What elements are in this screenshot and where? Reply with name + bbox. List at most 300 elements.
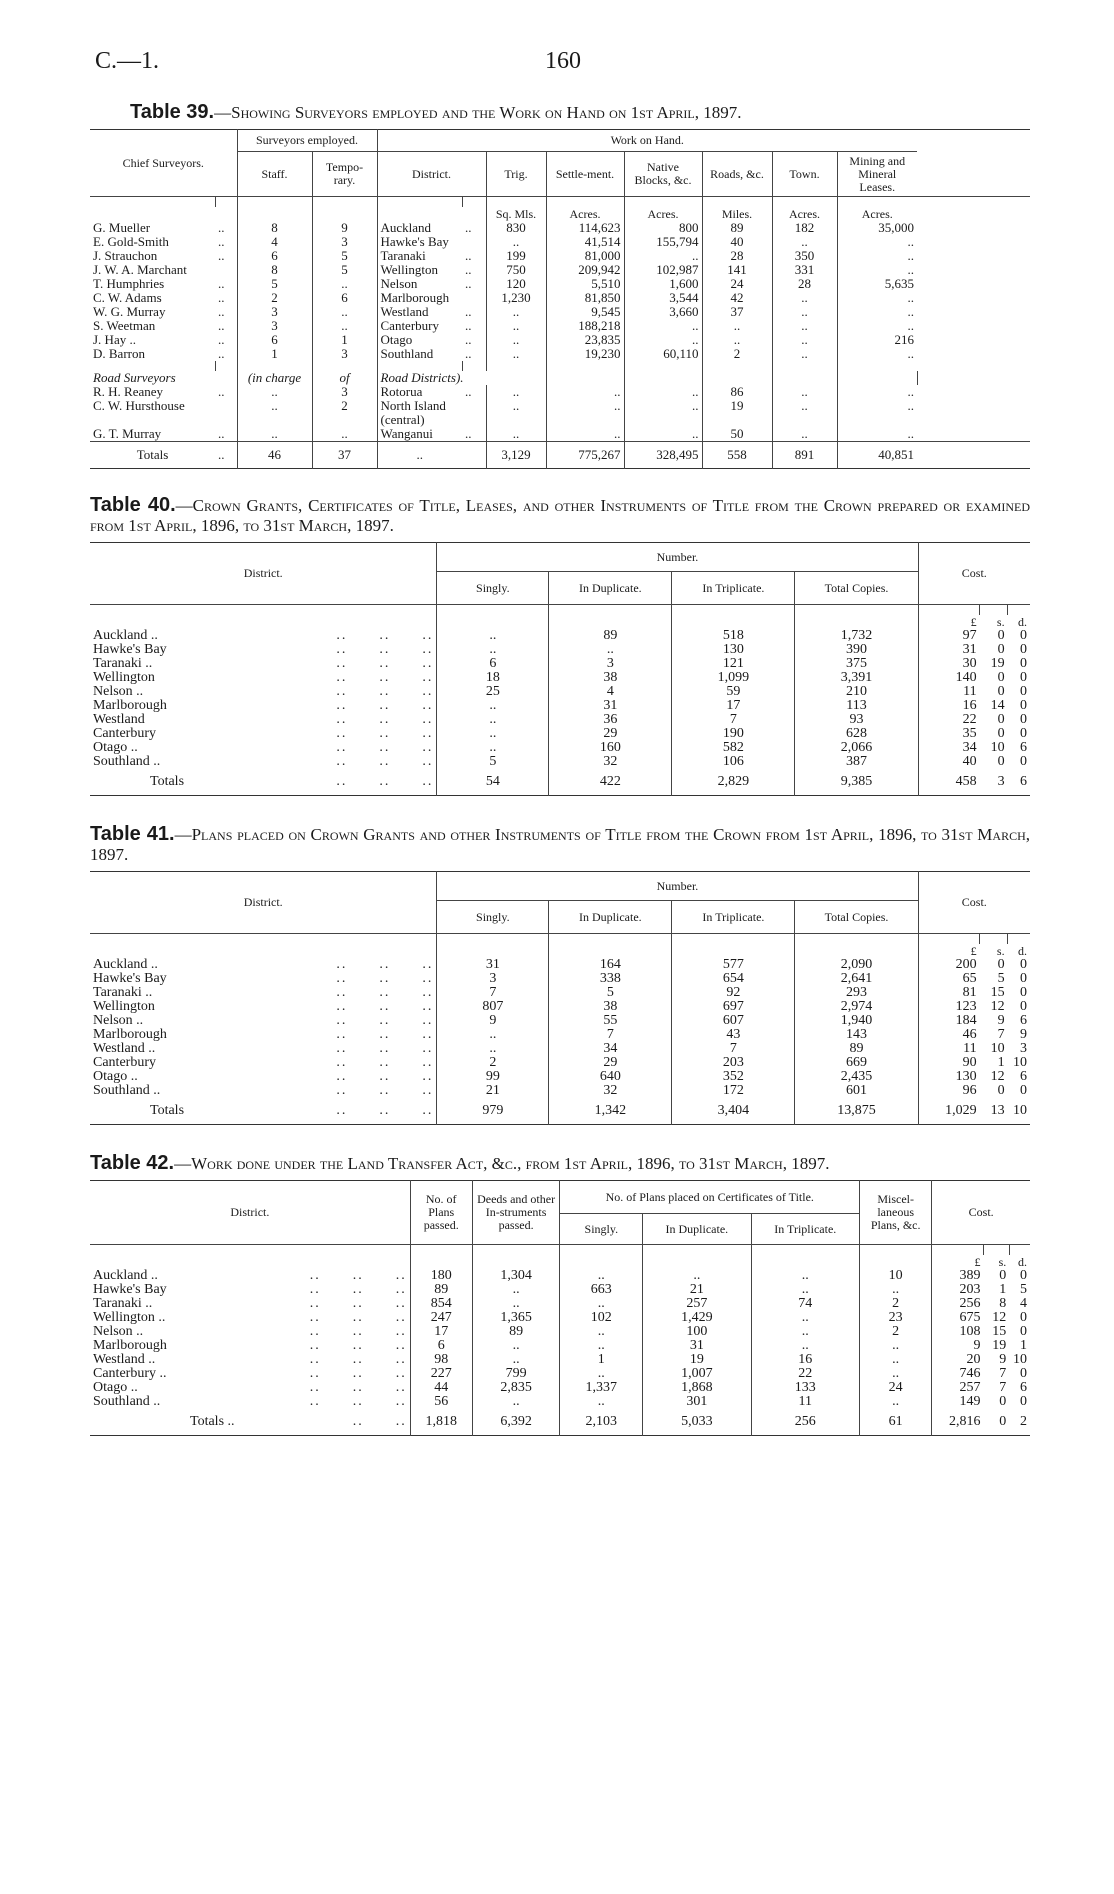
- table-cell: ..: [751, 1325, 859, 1339]
- table-row: [90, 221, 1030, 235]
- table-row: [90, 685, 1030, 699]
- table-row: [90, 277, 1030, 291]
- table-cell: 7: [549, 1028, 672, 1042]
- table-cell: 32: [549, 755, 672, 769]
- t39-cell: 6: [237, 249, 312, 263]
- t42-body: [90, 1245, 1030, 1436]
- table-cell: 19: [643, 1353, 751, 1367]
- table-cell: 2,090: [795, 958, 918, 972]
- table-cell: 6: [1020, 1380, 1027, 1395]
- t39-cell: ..: [218, 276, 225, 291]
- table-cell: 11: [918, 1042, 980, 1056]
- table-cell: 21: [437, 1084, 549, 1098]
- table-cell: 0: [997, 628, 1005, 643]
- table-cell: ..: [560, 1297, 643, 1311]
- district-name: Taranaki .. .. .. ..: [93, 1296, 407, 1311]
- district-name: Auckland .. .. .. ..: [93, 628, 434, 643]
- table-cell: 3: [549, 657, 672, 671]
- t39-cell: ..: [312, 319, 377, 333]
- t41-totals-row: [90, 1098, 1030, 1125]
- table-cell: 7: [999, 1380, 1007, 1395]
- t39-body: [90, 197, 1030, 469]
- table-cell: 628: [795, 727, 918, 741]
- t39-cell: 23,835: [546, 333, 624, 347]
- table-cell: ..: [549, 643, 672, 657]
- table-cell: 21: [643, 1283, 751, 1297]
- leader-dots: .. .. ..: [336, 754, 434, 769]
- table-cell: 74: [751, 1297, 859, 1311]
- t42-totals-row: [90, 1409, 1030, 1436]
- table-cell: ..: [751, 1339, 859, 1353]
- table-cell: 2: [860, 1297, 932, 1311]
- table-row: [90, 1000, 1030, 1014]
- leader-dots: .. .. ..: [309, 1268, 407, 1283]
- table-row: [90, 399, 1030, 427]
- t39-cell: 1,230: [486, 291, 546, 305]
- table-cell: ..: [560, 1367, 643, 1381]
- table-cell: 90: [918, 1056, 980, 1070]
- table-cell: ..: [472, 1339, 560, 1353]
- table-cell: ..: [437, 699, 549, 713]
- table-cell: 164: [549, 958, 672, 972]
- t40-body: [90, 605, 1030, 796]
- table-cell: 0: [1020, 1394, 1027, 1409]
- district-name: Auckland .. .. .. ..: [93, 1268, 407, 1283]
- table-cell: 184: [918, 1014, 980, 1028]
- t39-cell: 5,510: [546, 277, 624, 291]
- district-name: Nelson .. .. .. ..: [93, 684, 434, 699]
- t39-total-cell: 328,495: [624, 442, 702, 469]
- table-cell: 607: [672, 1014, 795, 1028]
- table-cell: 19: [990, 656, 1005, 671]
- t39-total-cell: 891: [772, 442, 837, 469]
- leader-dots: .. .. ..: [336, 684, 434, 699]
- t39-cell: ..: [772, 319, 837, 333]
- table-cell: 200: [918, 958, 980, 972]
- table-cell: 9: [997, 1013, 1005, 1028]
- table-cell: 89: [472, 1325, 560, 1339]
- t39-cell: ..: [837, 235, 917, 249]
- table-cell: ..: [437, 741, 549, 755]
- table-cell: 100: [643, 1325, 751, 1339]
- table-cell: 2: [860, 1325, 932, 1339]
- leader-dots: .. .. ..: [336, 642, 434, 657]
- table-cell: 654: [672, 972, 795, 986]
- cost-unit: s.: [996, 615, 1005, 629]
- district-name: Hawke's Bay .. .. ..: [93, 971, 434, 986]
- table-row: [90, 1325, 1030, 1339]
- table-cell: ..: [643, 1269, 751, 1283]
- district-name: Wellington .. .. ..: [93, 670, 434, 685]
- table-row: [90, 1084, 1030, 1098]
- t39-cell: ..: [624, 249, 702, 263]
- t39-total-cell: 3,129: [486, 442, 546, 469]
- table-cell: 257: [932, 1381, 984, 1395]
- t39-cell: ..: [218, 234, 225, 249]
- t39-cell: 3,660: [624, 305, 702, 319]
- t40-units-row: [90, 615, 1030, 629]
- spacer-row: [90, 1245, 1030, 1256]
- table-cell: 59: [672, 685, 795, 699]
- t39-total-cell: 46: [237, 442, 312, 469]
- t39-cell: 5: [237, 277, 312, 291]
- district-name: Canterbury .. .. ..: [93, 726, 434, 741]
- t42-header-singly: Singly.: [560, 1214, 643, 1245]
- table-cell: 518: [672, 629, 795, 643]
- t39-cell: Auckland: [377, 221, 462, 235]
- t40-header-trip: In Triplicate.: [672, 572, 795, 605]
- table-cell: 93: [795, 713, 918, 727]
- t39-cell: 3: [312, 385, 377, 399]
- leader-dots: .. .. ..: [336, 698, 434, 713]
- t39-cell: Nelson: [377, 277, 462, 291]
- leader-dots: .. .. ..: [336, 670, 434, 685]
- table-cell: 16: [751, 1353, 859, 1367]
- table-cell: 180: [410, 1269, 472, 1283]
- table-cell: 1,099: [672, 671, 795, 685]
- table-cell: 7: [437, 986, 549, 1000]
- table-cell: 0: [1020, 1083, 1027, 1098]
- t39-cell: ..: [837, 427, 917, 442]
- t39-cell: ..: [218, 318, 225, 333]
- table-cell: 5: [1020, 1282, 1027, 1297]
- table-cell: 108: [932, 1325, 984, 1339]
- table-40-caption: —Crown Grants, Certificates of Title, Leases, and other Instruments of Title from the Crown prepared or examined from 1st April, 1896, to 31st March, 1897.: [90, 496, 1030, 535]
- table-cell: 746: [932, 1367, 984, 1381]
- table-cell: 2: [437, 1056, 549, 1070]
- table-cell: ..: [437, 643, 549, 657]
- t39-cell: 3: [237, 305, 312, 319]
- table-cell: 640: [549, 1070, 672, 1084]
- table-cell: 55: [549, 1014, 672, 1028]
- district-name: Hawke's Bay .. .. ..: [93, 642, 434, 657]
- table-row: [90, 986, 1030, 1000]
- t39-cell: ..: [486, 333, 546, 347]
- table-cell: 130: [672, 643, 795, 657]
- table-cell: 38: [549, 671, 672, 685]
- t39-cell: ..: [624, 385, 702, 399]
- leader-dots: .. .. ..: [336, 1069, 434, 1084]
- table-cell: 338: [549, 972, 672, 986]
- table-cell: 0: [999, 1394, 1007, 1409]
- t39-cell: ..: [837, 385, 917, 399]
- document-page: [90, 40, 1030, 1436]
- t39-cell: ..: [465, 304, 472, 319]
- table-cell: 38: [549, 1000, 672, 1014]
- table-cell: 0: [997, 1083, 1005, 1098]
- total-cell: Totals .. .. ..: [150, 774, 434, 789]
- t40-header-number: Number.: [437, 543, 918, 572]
- total-cell: 5,033: [643, 1409, 751, 1436]
- leader-dots: .. .. ..: [336, 999, 434, 1014]
- page-number: 160: [545, 48, 581, 74]
- t39-cell: ..: [218, 220, 225, 235]
- table-cell: 24: [860, 1381, 932, 1395]
- table-cell: 12: [990, 999, 1005, 1014]
- table-row: [90, 1297, 1030, 1311]
- road-caption: (in charge: [237, 371, 312, 385]
- t41-header-singly: Singly.: [437, 901, 549, 934]
- total-cell: 2,816: [932, 1409, 984, 1436]
- table-cell: 210: [795, 685, 918, 699]
- t39-cell: Wanganui: [377, 427, 462, 442]
- table-row: [90, 319, 1030, 333]
- t39-cell: 28: [702, 249, 772, 263]
- district-name: Marlborough .. .. ..: [93, 1027, 434, 1042]
- table-row: [90, 741, 1030, 755]
- table-cell: 0: [1020, 1310, 1027, 1325]
- table-cell: 9: [437, 1014, 549, 1028]
- table-cell: 0: [1020, 642, 1027, 657]
- t39-cell: ..: [218, 290, 225, 305]
- table-cell: 18: [437, 671, 549, 685]
- t39-cell: ..: [624, 399, 702, 427]
- table-cell: 89: [410, 1283, 472, 1297]
- table-41-title: [90, 824, 1030, 865]
- t41-header-number: Number.: [437, 872, 918, 901]
- table-cell: 6: [1020, 1069, 1027, 1084]
- table-cell: 29: [549, 727, 672, 741]
- district-name: Canterbury .. .. ..: [93, 1055, 434, 1070]
- table-row: [90, 629, 1030, 643]
- table-row: [90, 972, 1030, 986]
- t39-cell: ..: [486, 305, 546, 319]
- table-cell: 35: [918, 727, 980, 741]
- total-cell: 0: [999, 1414, 1007, 1429]
- table-cell: 0: [1020, 712, 1027, 727]
- t42-header-plans: No. of Plans passed.: [410, 1181, 472, 1245]
- district-name: Westland .. .. .. ..: [93, 1041, 434, 1056]
- table-cell: 46: [918, 1028, 980, 1042]
- table-cell: 0: [1020, 1324, 1027, 1339]
- table-cell: 0: [1020, 971, 1027, 986]
- table-cell: 31: [643, 1339, 751, 1353]
- table-row: [90, 249, 1030, 263]
- table-cell: 390: [795, 643, 918, 657]
- cost-unit: £: [918, 944, 980, 958]
- table-cell: 5: [437, 755, 549, 769]
- leader-dots: .. .. ..: [336, 1041, 434, 1056]
- district-name: Taranaki .. .. .. ..: [93, 985, 434, 1000]
- table-cell: ..: [751, 1311, 859, 1325]
- t41-header-district: District.: [243, 895, 283, 909]
- t39-cell: ..: [837, 249, 917, 263]
- t39-header-trig: Trig.: [486, 152, 546, 197]
- t40-header-singly: Singly.: [437, 572, 549, 605]
- table-cell: 854: [410, 1297, 472, 1311]
- t39-cell: ..: [624, 319, 702, 333]
- table-cell: 3: [437, 972, 549, 986]
- table-cell: 2,974: [795, 1000, 918, 1014]
- t39-cell: ..: [218, 304, 225, 319]
- table-cell: 663: [560, 1283, 643, 1297]
- table-cell: 2,066: [795, 741, 918, 755]
- t39-total-cell: ..: [218, 447, 225, 462]
- table-cell: ..: [860, 1353, 932, 1367]
- t39-header-roads: Roads, &c.: [702, 152, 772, 197]
- t41-header-total: Total Copies.: [795, 901, 918, 934]
- t39-cell: 24: [702, 277, 772, 291]
- table-cell: ..: [751, 1269, 859, 1283]
- t39-header-native: Native Blocks, &c.: [624, 152, 702, 197]
- table-row: [90, 1269, 1030, 1283]
- table-cell: 1,940: [795, 1014, 918, 1028]
- t39-cell: ..: [772, 385, 837, 399]
- table-cell: 0: [997, 684, 1005, 699]
- table-row: [90, 699, 1030, 713]
- total-cell: 2: [1020, 1414, 1027, 1429]
- table-cell: 31: [437, 958, 549, 972]
- t39-cell: 102,987: [624, 263, 702, 277]
- table-39-caption: —Showing Surveyors employed and the Work on Hand on 1st April, 1897.: [214, 103, 742, 122]
- leader-dots: .. .. ..: [309, 1282, 407, 1297]
- table-cell: 143: [795, 1028, 918, 1042]
- total-cell: 13,875: [795, 1098, 918, 1125]
- leader-dots: .. .. ..: [336, 712, 434, 727]
- t39-cell: 5,635: [837, 277, 917, 291]
- t39-cell: 6: [237, 333, 312, 347]
- table-cell: ..: [437, 1042, 549, 1056]
- t39-unit: Acres.: [772, 207, 837, 221]
- table-40: [90, 542, 1030, 796]
- table-cell: 601: [795, 1084, 918, 1098]
- t39-header-mining: Mining and Mineral Leases.: [837, 152, 917, 197]
- table-cell: 92: [672, 986, 795, 1000]
- table-cell: 0: [1020, 628, 1027, 643]
- table-39: [90, 129, 1030, 469]
- table-cell: ..: [860, 1367, 932, 1381]
- cost-unit: £: [932, 1255, 984, 1269]
- t39-cell: 1: [312, 333, 377, 347]
- t39-cell: ..: [237, 385, 312, 399]
- t39-cell: 19: [702, 399, 772, 427]
- table-cell: ..: [437, 713, 549, 727]
- t40-header-total: Total Copies.: [795, 572, 918, 605]
- t39-cell: ..: [465, 346, 472, 361]
- t39-cell: Hawke's Bay: [377, 235, 462, 249]
- district-name: Auckland .. .. .. ..: [93, 957, 434, 972]
- t39-cell: 2: [312, 399, 377, 427]
- t39-cell: 331: [772, 263, 837, 277]
- road-caption: Road Surveyors: [93, 370, 176, 385]
- t39-cell: ..: [772, 347, 837, 361]
- cost-unit: s.: [996, 944, 1005, 958]
- t39-cell: ..: [486, 319, 546, 333]
- district-name: Otago .. .. .. ..: [93, 740, 434, 755]
- table-cell: 106: [672, 755, 795, 769]
- table-cell: 7: [672, 1042, 795, 1056]
- t39-cell: [215, 399, 237, 427]
- leader-dots: .. .. ..: [309, 1324, 407, 1339]
- t39-cell: 114,623: [546, 221, 624, 235]
- t40-header-dup: In Duplicate.: [549, 572, 672, 605]
- table-42: [90, 1180, 1030, 1436]
- t39-header-staff: Staff.: [237, 152, 312, 197]
- table-39-label: Table 39.: [130, 101, 215, 123]
- t39-cell: Taranaki: [377, 249, 462, 263]
- t39-cell: ..: [546, 399, 624, 427]
- t40-totals-row: [90, 769, 1030, 796]
- table-cell: 97: [918, 629, 980, 643]
- table-row: [90, 727, 1030, 741]
- t41-units-row: [90, 944, 1030, 958]
- t39-unit: Acres.: [546, 207, 624, 221]
- table-cell: 0: [997, 754, 1005, 769]
- t39-cell: W. G. Murray: [93, 304, 166, 319]
- t39-cell: 3: [237, 319, 312, 333]
- table-cell: 15: [992, 1324, 1007, 1339]
- table-cell: 6: [1020, 1013, 1027, 1028]
- t39-cell: 28: [772, 277, 837, 291]
- table-cell: 32: [549, 1084, 672, 1098]
- table-row: [90, 1042, 1030, 1056]
- table-cell: 44: [410, 1381, 472, 1395]
- t39-header-chief: Chief Surveyors.: [122, 155, 204, 170]
- t39-cell: 3: [312, 235, 377, 249]
- table-cell: 19: [992, 1338, 1007, 1353]
- table-cell: 25: [437, 685, 549, 699]
- t39-cell: ..: [772, 291, 837, 305]
- t39-cell: ..: [486, 385, 546, 399]
- leader-dots: .. .. ..: [309, 1310, 407, 1325]
- table-row: [90, 713, 1030, 727]
- t39-road-caption: [90, 371, 1030, 385]
- table-cell: 10: [1013, 1352, 1027, 1367]
- table-cell: 0: [1020, 754, 1027, 769]
- table-cell: 1,429: [643, 1311, 751, 1325]
- table-row: [90, 385, 1030, 399]
- table-42-title: [90, 1153, 1030, 1174]
- t39-cell: Marlborough: [377, 291, 462, 305]
- t39-cell: C. W. Adams: [93, 290, 162, 305]
- t39-unit: Acres.: [624, 207, 702, 221]
- t41-body: [90, 934, 1030, 1125]
- cost-unit: d.: [1018, 1255, 1027, 1269]
- table-cell: ..: [472, 1353, 560, 1367]
- t41-header-cost: Cost.: [918, 872, 1030, 934]
- t39-cell: [215, 263, 237, 277]
- t39-cell: 41,514: [546, 235, 624, 249]
- t39-cell: S. Weetman: [93, 318, 156, 333]
- t41-header-trip: In Triplicate.: [672, 901, 795, 934]
- cost-unit: £: [918, 615, 980, 629]
- total-cell: 458: [918, 769, 980, 796]
- t39-cell: ..: [465, 384, 472, 399]
- table-42-label: Table 42.: [90, 1152, 175, 1174]
- t39-cell: 182: [772, 221, 837, 235]
- t39-cell: 89: [702, 221, 772, 235]
- page-ref: C.—1.: [95, 48, 160, 74]
- leader-dots: .. .. ..: [309, 1352, 407, 1367]
- t39-cell: J. Hay ..: [93, 332, 136, 347]
- t39-cell: ..: [218, 384, 225, 399]
- t39-unit: Acres.: [837, 207, 917, 221]
- spacer-row: [90, 605, 1030, 616]
- table-cell: 7: [999, 1366, 1007, 1381]
- t39-cell: ..: [218, 346, 225, 361]
- table-cell: 56: [410, 1395, 472, 1409]
- table-cell: 1: [1020, 1338, 1027, 1353]
- leader-dots: .. .. ..: [336, 656, 434, 671]
- table-row: [90, 235, 1030, 249]
- leader-dots: .. .. ..: [309, 1366, 407, 1381]
- table-cell: 113: [795, 699, 918, 713]
- table-cell: 0: [997, 712, 1005, 727]
- table-cell: 34: [918, 741, 980, 755]
- table-cell: ..: [560, 1395, 643, 1409]
- table-cell: 203: [932, 1283, 984, 1297]
- table-row: [90, 305, 1030, 319]
